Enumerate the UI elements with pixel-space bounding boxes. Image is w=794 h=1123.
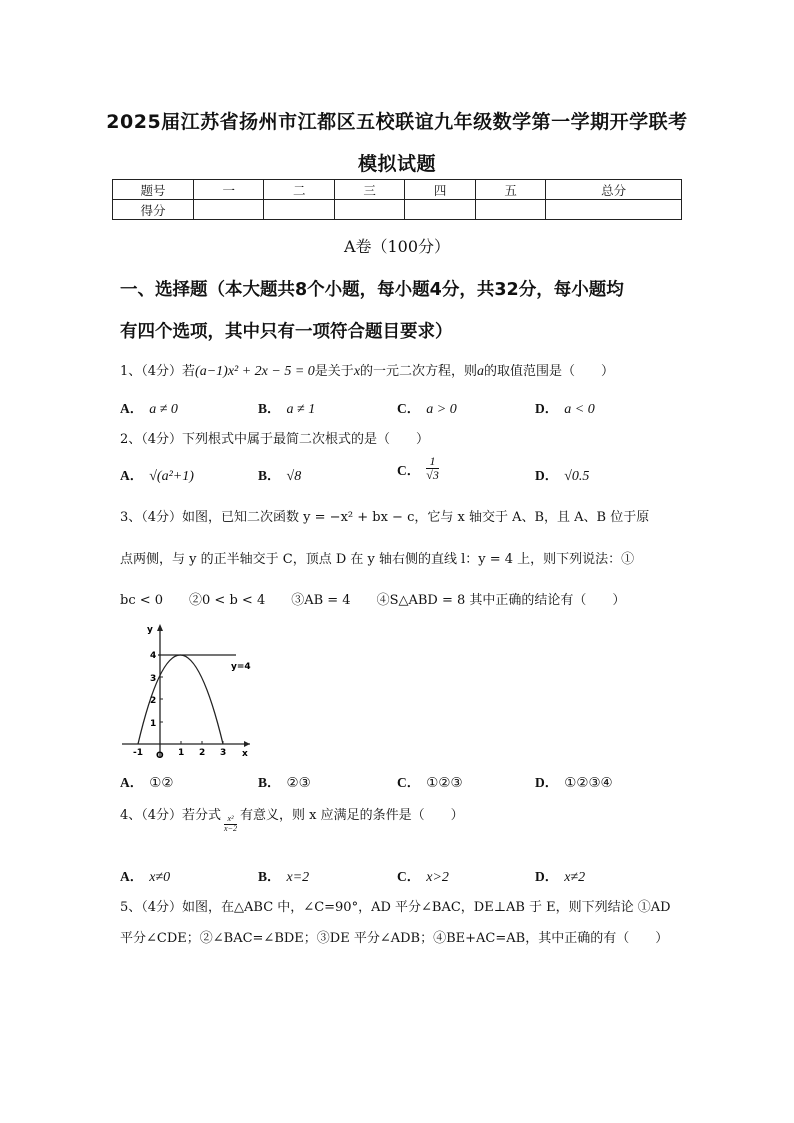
score-header-cell: 总分	[546, 180, 682, 200]
y-tick-label: 4	[150, 651, 157, 661]
q4-option-b[interactable]: B． x=2	[258, 869, 310, 885]
score-cell[interactable]	[546, 200, 682, 220]
score-header-cell: 五	[475, 180, 545, 200]
q1-option-b[interactable]: B． a ≠ 1	[258, 401, 316, 417]
score-cell[interactable]	[194, 200, 264, 220]
q4-numerator: x²	[224, 815, 237, 825]
q3-option-c[interactable]: C． ①②③	[397, 775, 463, 791]
y-tick-label: 1	[150, 719, 157, 729]
q1-mid: 是关于	[314, 364, 354, 379]
q1-var-x: x	[353, 364, 361, 379]
q3-stem-line1: 3、（4分）如图，已知二次函数 y = −x² + bx − c，它与 x 轴交于 A、B，且 A、B 位于原	[120, 510, 650, 525]
x-tick-label: 3	[220, 748, 227, 758]
q1-expression: (a−1)x² + 2x − 5 = 0	[195, 364, 315, 379]
paper-a-heading: A卷（100分）	[343, 237, 451, 256]
score-cell[interactable]	[475, 200, 545, 220]
x-tick-label: -1	[133, 748, 143, 758]
score-header-cell: 二	[264, 180, 334, 200]
score-row-label: 得分	[113, 200, 194, 220]
line-y4-label: y=4	[231, 662, 251, 672]
q2-option-b[interactable]: B． √8	[258, 468, 302, 484]
score-header-cell: 四	[405, 180, 475, 200]
q3-option-d[interactable]: D． ①②③④	[535, 775, 613, 791]
q1-prefix: 1、（4分）若	[120, 364, 196, 379]
section1-heading-line2: 有四个选项，其中只有一项符合题目要求）	[120, 322, 453, 342]
q5-stem-line1: 5、（4分）如图，在△ABC 中，∠C=90°，AD 平分∠BAC，DE⊥AB 于 E，则下列结论 ①AD	[120, 900, 671, 915]
q4-option-d[interactable]: D． x≠2	[535, 869, 586, 885]
x-tick-label: 1	[178, 748, 185, 758]
q1-option-d[interactable]: D． a < 0	[535, 401, 595, 417]
q4-prefix: 4、（4分）若分式	[120, 808, 222, 823]
q5-stem-line2: 平分∠CDE；②∠BAC=∠BDE；③DE 平分∠ADB；④BE+AC=AB，其中正确的有（ ）	[120, 931, 669, 946]
doc-title-line2: 模拟试题	[357, 153, 436, 175]
score-cell[interactable]	[334, 200, 404, 220]
doc-title-line1: 2025届江苏省扬州市江都区五校联谊九年级数学第一学期开学联考	[106, 111, 688, 133]
score-cell[interactable]	[264, 200, 334, 220]
q1-mid2: 的一元二次方程，则	[360, 364, 478, 379]
q1-option-c[interactable]: C． a > 0	[397, 401, 457, 417]
y-axis-arrow-icon	[157, 624, 163, 631]
score-cell[interactable]	[405, 200, 475, 220]
q3-option-b[interactable]: B． ②③	[258, 775, 311, 791]
q3-stem-line3: bc < 0 ②0 < b < 4 ③AB = 4 ④S△ABD = 8 其中正确的结论有（ ）	[120, 593, 626, 608]
q2-option-a[interactable]: A． √(a²+1)	[120, 468, 194, 484]
q4-stem	[120, 804, 464, 833]
q2-c-denominator: √3	[426, 468, 439, 483]
q1-stem	[120, 360, 614, 380]
score-table-header-row	[113, 180, 682, 200]
q4-option-c[interactable]: C． x>2	[397, 869, 449, 885]
score-header-cell: 题号	[113, 180, 194, 200]
q4-denominator: x−2	[224, 824, 237, 833]
q4-option-a[interactable]: A． x≠0	[120, 869, 171, 885]
score-table	[112, 179, 682, 220]
q2-option-c[interactable]: C． $\frac{1}{√3}$	[397, 454, 439, 483]
q4-suffix: 有意义，则 x 应满足的条件是（ ）	[240, 808, 464, 823]
q3-parabola-graph	[118, 618, 258, 760]
score-header-cell: 一	[194, 180, 264, 200]
score-table-score-row	[113, 200, 682, 220]
q1-var-a: a	[477, 364, 485, 379]
x-tick-label: 2	[199, 748, 206, 758]
y-axis-label: y	[147, 625, 153, 635]
section1-heading-line1: 一、选择题（本大题共8个小题，每小题4分，共32分，每小题均	[120, 280, 624, 300]
y-tick-label: 2	[150, 696, 157, 706]
y-tick-label: 3	[150, 674, 157, 684]
x-axis-arrow-icon	[244, 741, 250, 747]
x-axis-label: x	[242, 749, 248, 759]
origin-label: O	[156, 751, 164, 760]
score-header-cell: 三	[334, 180, 404, 200]
q2-stem: 2、（4分）下列根式中属于最简二次根式的是（ ）	[120, 432, 430, 447]
q2-option-d[interactable]: D． √0.5	[535, 468, 590, 484]
q3-option-a[interactable]: A． ①②	[120, 775, 174, 791]
q1-suffix: 的取值范围是（ ）	[484, 364, 615, 379]
q3-stem-line2: 点两侧，与 y 的正半轴交于 C，顶点 D 在 y 轴右侧的直线 l：y = 4 上，则下列说法：①	[120, 552, 635, 567]
q2-c-numerator: 1	[426, 455, 439, 469]
q1-option-a[interactable]: A． a ≠ 0	[120, 401, 178, 417]
